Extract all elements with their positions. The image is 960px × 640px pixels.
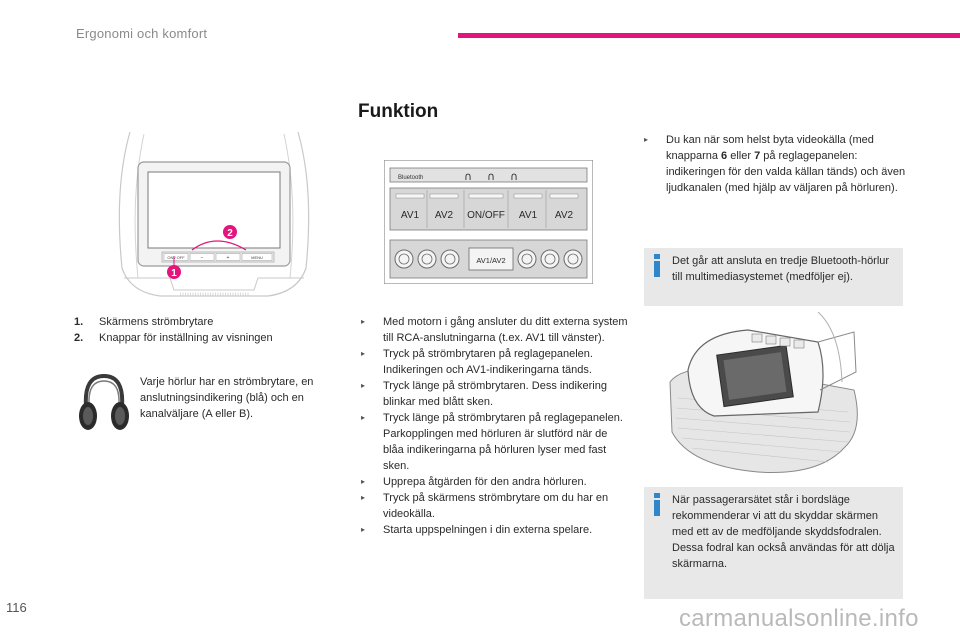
- jack-label: AV1/AV2: [476, 256, 506, 265]
- headphone-icon: ∩: [464, 170, 473, 183]
- legend-number: 2.: [74, 332, 84, 344]
- tip-text-part: på reglagepanelen: indikeringen för den valda källan tänds) och även ljudkanalen (med hjälp av väljaren på hörluren).: [666, 150, 906, 194]
- headphone-illustration: [78, 372, 130, 434]
- info-box-protective-cover: [644, 487, 903, 599]
- arrow-bullet-icon: ▸: [361, 413, 366, 422]
- instruction-steps: [361, 314, 629, 538]
- step-item: [361, 522, 629, 538]
- screen-button-plus: +: [226, 255, 230, 261]
- step-text: Tryck på skärmens strömbrytare om du har en videokälla.: [383, 492, 609, 520]
- step-item: [361, 410, 629, 474]
- bluetooth-label: Bluetooth: [398, 175, 424, 181]
- panel-button-av2: AV2: [434, 210, 454, 221]
- tip-text-part: eller: [727, 150, 755, 162]
- chapter-accent-bar: [458, 33, 960, 38]
- step-text: Med motorn i gång ansluter du ditt externa system till RCA-anslutningarna (t.ex. AV1 till vänster).: [383, 316, 628, 344]
- info-text-line: När passagerarsätet står i bordsläge rekommenderar vi att du skyddar skärmen med ett av de medföljande skyddsfodralen.: [672, 494, 882, 538]
- step-text: Tryck på strömbrytaren på reglagepanelen. Indikeringen och AV1-indikeringarna tänds.: [383, 348, 593, 376]
- panel-button-av1: AV1: [400, 210, 420, 221]
- panel-button-av1: AV1: [518, 210, 538, 221]
- step-item: [361, 490, 629, 522]
- arrow-bullet-icon: ▸: [361, 525, 366, 534]
- key-7: 7: [754, 150, 761, 162]
- screen-button-menu: MENU: [251, 255, 263, 260]
- arrow-bullet-icon: ▸: [361, 349, 366, 358]
- step-text: Starta uppspelningen i din externa spelare.: [383, 524, 593, 536]
- control-panel-illustration: [384, 160, 593, 284]
- callout-2-label: 2: [227, 228, 233, 239]
- step-text: Tryck länge på strömbrytaren på reglagepanelen. Parkopplingen med hörluren är slutförd när de blåa indikeringarna på hörluren lyser med fast sken.: [383, 412, 623, 472]
- step-item: [361, 474, 629, 490]
- source-switch-tip: [644, 132, 906, 196]
- arrow-bullet-icon: ▸: [644, 135, 649, 144]
- headphone-icon: ∩: [510, 170, 519, 183]
- legend-text: Knappar för inställning av visningen: [99, 332, 273, 344]
- screen-illustration: [100, 128, 326, 300]
- step-text: Upprepa åtgärden för den andra hörluren.: [383, 476, 587, 488]
- arrow-bullet-icon: ▸: [361, 477, 366, 486]
- seat-table-illustration: [668, 312, 860, 478]
- callout-1-label: 1: [171, 268, 177, 279]
- panel-button-av2: AV2: [554, 210, 574, 221]
- legend-item: [74, 314, 344, 330]
- tip-text: [666, 132, 906, 196]
- step-item: [361, 346, 629, 378]
- info-text: [672, 487, 903, 599]
- headphone-icon: ∩: [487, 170, 496, 183]
- figure-legend: [74, 314, 344, 346]
- screen-button-minus: −: [200, 255, 204, 261]
- tip-text-part: Du kan när som helst byta videokälla (med knapparna: [666, 134, 874, 162]
- info-icon: [644, 248, 672, 306]
- info-text: Det går att ansluta en tredje Bluetooth-hörlur till multimediasystemet (medföljer ej).: [672, 255, 890, 283]
- step-text: Tryck länge på strömbrytaren. Dess indikering blinkar med blått sken.: [383, 380, 607, 408]
- info-box-bluetooth: [644, 248, 903, 306]
- arrow-bullet-icon: ▸: [361, 381, 366, 390]
- watermark: carmanualsonline.info: [679, 605, 919, 632]
- legend-item: [74, 330, 344, 346]
- step-item: [361, 378, 629, 410]
- page-number: 116: [6, 600, 27, 615]
- screen-button-onoff: ON / OFF: [167, 255, 185, 260]
- legend-number: 1.: [74, 316, 84, 328]
- key-6: 6: [721, 150, 728, 162]
- arrow-bullet-icon: ▸: [361, 317, 366, 326]
- info-icon: [644, 487, 672, 599]
- info-text-line: Dessa fodral kan också användas för att dölja skärmarna.: [672, 542, 895, 570]
- step-item: [361, 314, 629, 346]
- legend-text: Skärmens strömbrytare: [99, 316, 214, 328]
- chapter-title: Ergonomi och komfort: [76, 26, 208, 41]
- arrow-bullet-icon: ▸: [361, 493, 366, 502]
- section-title: Funktion: [358, 101, 439, 122]
- headphone-note: Varje hörlur har en strömbrytare, en anslutningsindikering (blå) och en kanalväljare (A eller B).: [140, 376, 314, 420]
- panel-button-onoff: ON/OFF: [467, 210, 505, 221]
